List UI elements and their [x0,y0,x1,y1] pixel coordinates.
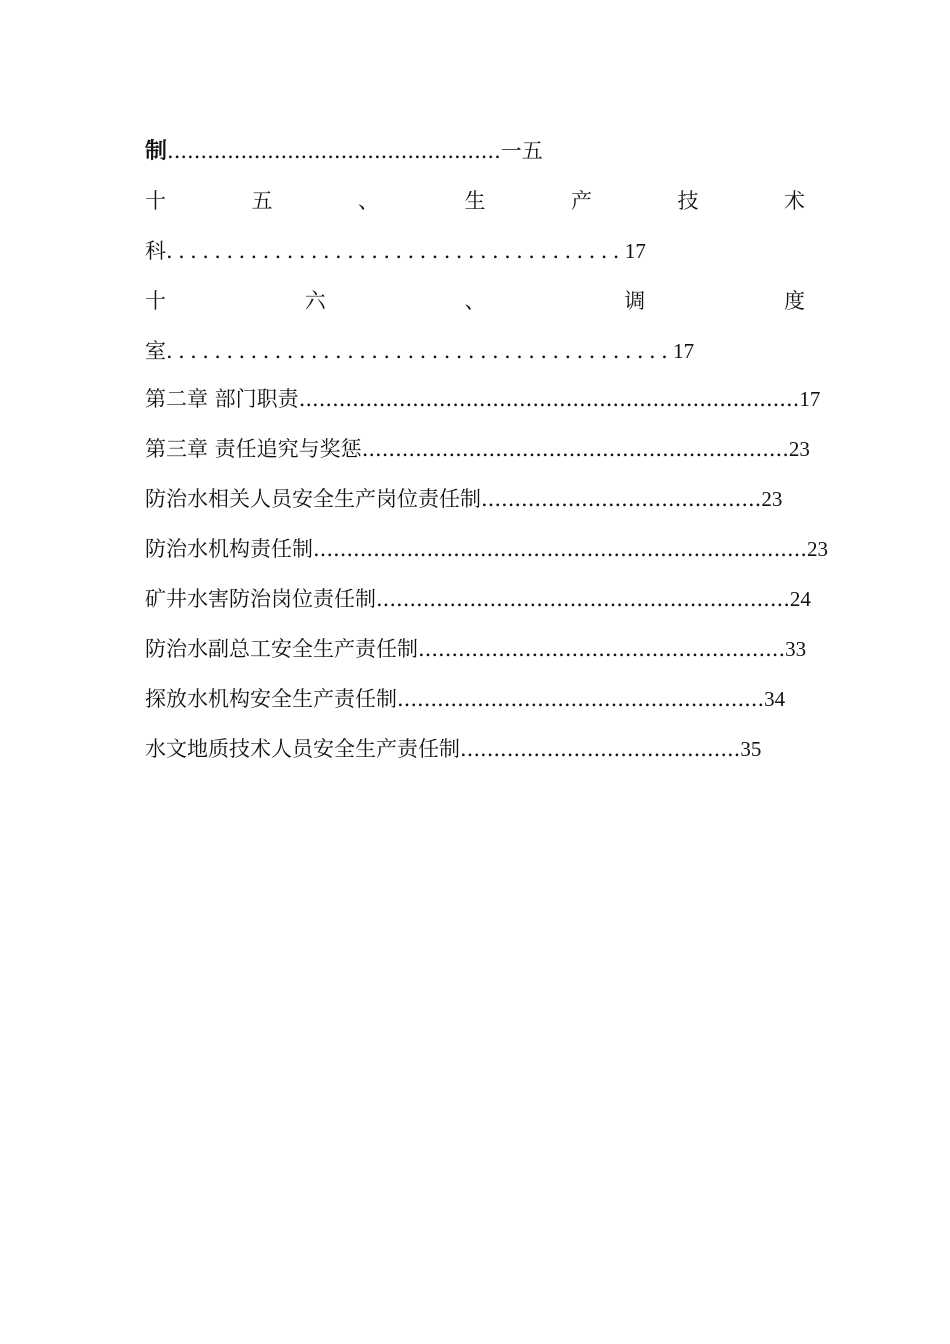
toc-leader-dots: ................................................................ [361,437,789,461]
toc-leader-dots: .......................................... [481,487,762,511]
toc-page-number: 17 [799,387,821,411]
toc-entry[interactable] [145,734,761,764]
toc-line-ke[interactable] [145,236,646,266]
toc-leader-dots: .................................................. [167,139,501,163]
toc-char: 五 [251,189,273,213]
toc-page-number: 23 [806,537,828,561]
toc-char: 调 [624,289,646,313]
toc-entry-title: 防治水相关人员安全生产岗位责任制 [145,487,481,511]
toc-char: 、 [358,189,379,213]
toc-leader-dots: .............................................................. [376,587,790,611]
toc-page-number: 23 [788,437,810,461]
toc-entry-title: 矿井水害防治岗位责任制 [145,587,376,611]
toc-line-shi[interactable] [145,336,694,366]
toc-page-number: 24 [789,587,811,611]
toc-page-number: 33 [785,637,807,661]
toc-entry[interactable] [145,434,810,464]
toc-leader-dots: ....................................................... [397,687,765,711]
toc-line-spread-15[interactable] [145,186,805,216]
toc-char: 、 [464,289,486,313]
toc-entry[interactable] [145,584,811,614]
toc-entry[interactable] [145,684,785,714]
toc-leader-dots: ....................................................... [418,637,786,661]
toc-entry-title: 第二章 部门职责 [145,387,299,411]
toc-entry[interactable] [145,534,828,564]
toc-entry-title: 水文地质技术人员安全生产责任制 [145,737,460,761]
toc-char: 术 [784,189,805,213]
toc-char: 生 [464,189,486,213]
toc-entry[interactable] [145,634,806,664]
toc-char: 技 [677,189,699,213]
toc-page-number: 34 [764,687,786,711]
toc-page-number: 17 [673,339,695,363]
toc-entry-title: 探放水机构安全生产责任制 [145,687,397,711]
toc-char: 产 [571,189,592,213]
toc-entry[interactable] [145,384,820,414]
toc-entry-title: 防治水副总工安全生产责任制 [145,637,418,661]
toc-leader-dots: ...................................... [166,239,625,263]
toc-entry-title: 防治水机构责任制 [145,537,313,561]
toc-line-spread-16[interactable] [145,286,805,316]
toc-leader-dots: ........................................................................... [298,387,800,411]
toc-line-text: 制 [145,139,168,164]
toc-line-text: 科 [145,239,166,263]
toc-leader-dots: .......................................... [460,737,741,761]
toc-page-number: 一五 [500,139,543,163]
toc-char: 十 [145,289,166,313]
toc-entry-title: 第三章 责任追究与奖惩 [145,437,362,461]
toc-page-number: 17 [624,239,646,263]
toc-leader-dots: .......................................... [166,339,674,363]
toc-char: 六 [304,289,326,313]
toc-line-zhi[interactable] [145,136,543,166]
toc-leader-dots: .......................................................................... [313,537,807,561]
toc-entry[interactable] [145,484,782,514]
toc-char: 十 [145,189,166,213]
toc-line-text: 室 [145,339,166,363]
toc-char: 度 [784,289,805,313]
toc-page-number: 23 [761,487,783,511]
toc-page-number: 35 [740,737,762,761]
